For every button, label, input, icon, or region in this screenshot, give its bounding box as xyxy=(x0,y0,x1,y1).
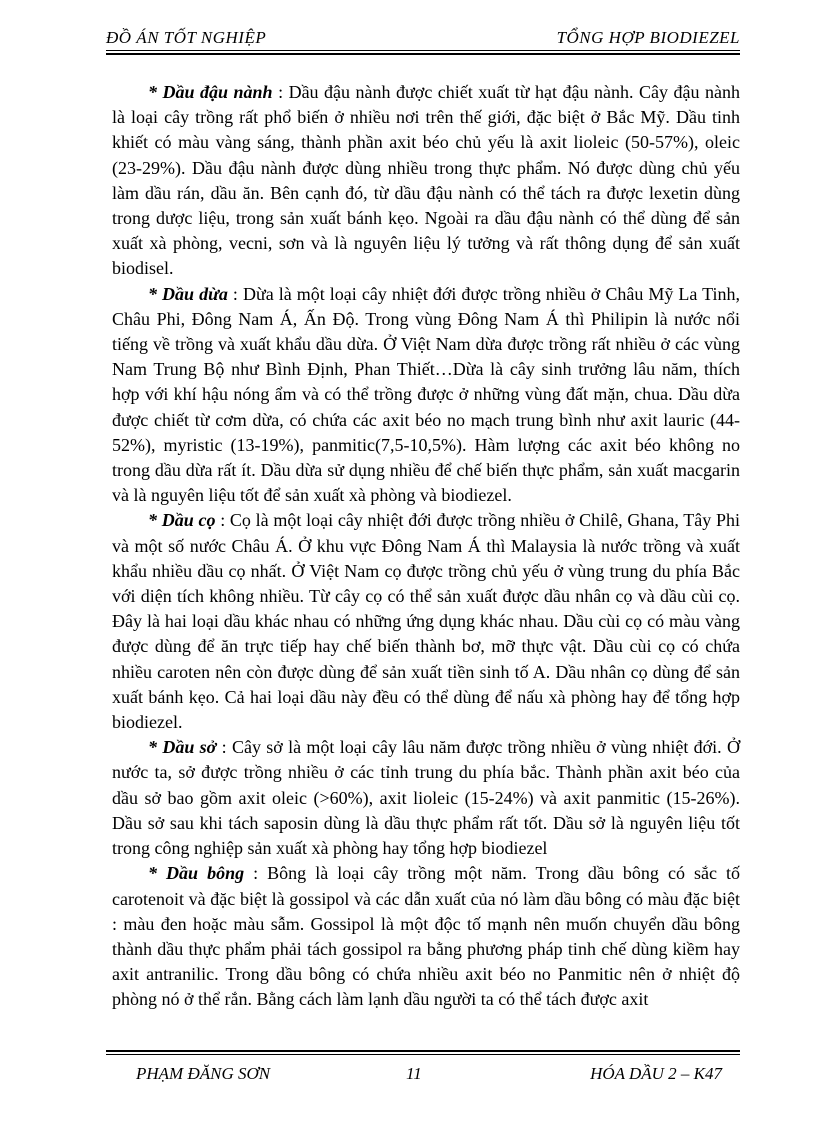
text-camellia-oil: : Cây sở là một loại cây lâu năm được trồng nhiều ở vùng nhiệt đới. Ở nước ta, sở được trồng nhiều ở các tỉnh trung du phía bắc. Thành phần axit béo của dầu sở bao gồm axit oleic (>60%), axit lioleic (15-24%) và axit panmitic (15-26%). Dầu sở sau khi tách saposin dùng là dầu thực phẩm rất tốt. Dầu sở là nguyên liệu tốt trong công nghiệp sản xuất xà phòng hay tổng hợp biodiezel xyxy=(112,737,740,859)
footer-class: HÓA DẦU 2 – K47 xyxy=(590,1064,722,1083)
body-text xyxy=(112,80,740,1013)
paragraph-soybean-oil xyxy=(112,80,740,282)
paragraph-cottonseed-oil xyxy=(112,861,740,1012)
footer-divider xyxy=(106,1054,740,1055)
page-footer xyxy=(106,1064,740,1090)
term-soybean-oil: * Dầu đậu nành xyxy=(148,82,273,102)
paragraph-camellia-oil xyxy=(112,735,740,861)
header-title-right: TỔNG HỢP BIODIEZEL xyxy=(556,28,740,47)
paragraph-palm-oil xyxy=(112,508,740,735)
page-header xyxy=(106,24,740,50)
term-coconut-oil: * Dầu dừa xyxy=(148,283,228,304)
text-palm-oil: : Cọ là một loại cây nhiệt đới được trồng nhiều ở Chilê, Ghana, Tây Phi và một số nước Châu Á. Ở khu vực Đông Nam Á thì Malaysia là nước trồng và xuất khẩu nhiều dầu cọ nhất. Ở Việt Nam cọ được trồng chủ yếu ở vùng trung du phía Bắc với diện tích không nhiều. Từ cây cọ có thể sản xuất được dầu nhân cọ và dầu cùi cọ. Đây là hai loại dầu khác nhau có những ứng dụng khác nhau. Dầu cùi cọ có màu vàng được dùng để ăn trực tiếp hay chế biến thành bơ, mỡ thực vật. Dầu cùi cọ có chứa nhiều caroten nên còn được dùng để sản xuất tiền sinh tố A. Dầu nhân cọ dùng để sản xuất bánh kẹo. Cả hai loại dầu này đều có thể dùng để nấu xà phòng hay để tổng hợp biodiezel. xyxy=(112,510,741,733)
term-palm-oil: * Dầu cọ xyxy=(148,510,216,531)
footer-page-number: 11 xyxy=(406,1064,422,1083)
footer-author: PHẠM ĐĂNG SƠN xyxy=(136,1064,271,1083)
paragraph-coconut-oil xyxy=(112,282,740,509)
text-cottonseed-oil: : Bông là loại cây trồng một năm. Trong dầu bông có sắc tố carotenoit và đặc biệt là gossipol và các dẫn xuất của nó làm dầu bông có màu đặc biệt : màu đen hoặc màu sẫm. Gossipol là một độc tố mạnh nên muốn chuyển dầu bông thành dầu thực phẩm phải tách gossipol ra bằng phương pháp tinh chế dùng kiềm hay axit antranilic. Trong dầu bông có chứa nhiều axit béo no Panmitic nên ở nhiệt độ phòng nó ở thể rắn. Bằng cách làm lạnh dầu người ta có thể tách được axit xyxy=(112,863,740,1010)
text-soybean-oil: : Dầu đậu nành được chiết xuất từ hạt đậu nành. Cây đậu nành là loại cây trồng rất phổ biến ở nhiều nơi trên thế giới, đặc biệt ở Bắc Mỹ. Dầu tinh khiết có màu vàng sáng, thành phần axit béo chủ yếu là axit lioleic (50-57%), oleic (23-29%). Dầu đậu nành được dùng nhiều trong thực phẩm. Nó được dùng chủ yếu làm dầu rán, dầu ăn. Bên cạnh đó, từ dầu đậu nành có thể tách ra được lexetin dùng trong dược liệu, trong sản xuất bánh kẹo. Ngoài ra dầu đậu nành có thể dùng để sản xuất xà phòng, vecni, sơn và là nguyên liệu lý tưởng và rất thông dụng để sản xuất biodisel. xyxy=(112,82,740,279)
term-camellia-oil: * Dầu sở xyxy=(148,737,217,758)
term-cottonseed-oil: * Dầu bông xyxy=(148,863,245,884)
text-coconut-oil: : Dừa là một loại cây nhiệt đới được trồng nhiều ở Châu Mỹ La Tinh, Châu Phi, Đông Nam Á, Ấn Độ. Trong vùng Đông Nam Á thì Philipin là nước nổi tiếng về trồng và xuất khẩu dầu dừa. Ở Việt Nam dừa được trồng rất nhiều ở các vùng Nam Trung Bộ như Bình Định, Phan Thiết…Dừa là cây sinh trưởng lâu năm, thích hợp với khí hậu nóng ẩm và có thể trồng được ở những vùng đất mặn, chua. Dầu dừa được chiết từ cơm dừa, có chứa các axit béo no mạch trung bình như axit lauric (44-52%), myristic (13-19%), panmitic(7,5-10,5%). Hàm lượng các axit béo không no trong dầu dừa rất ít. Dầu dừa sử dụng nhiều để chế biến thực phẩm, sản xuất macgarin và là nguyên liệu tốt để sản xuất xà phòng và biodiezel. xyxy=(112,283,740,506)
header-title-left: ĐỒ ÁN TỐT NGHIỆP xyxy=(106,28,267,47)
footer-divider-thick xyxy=(106,1050,740,1052)
header-divider-thick xyxy=(106,53,740,55)
header-divider xyxy=(106,50,740,51)
